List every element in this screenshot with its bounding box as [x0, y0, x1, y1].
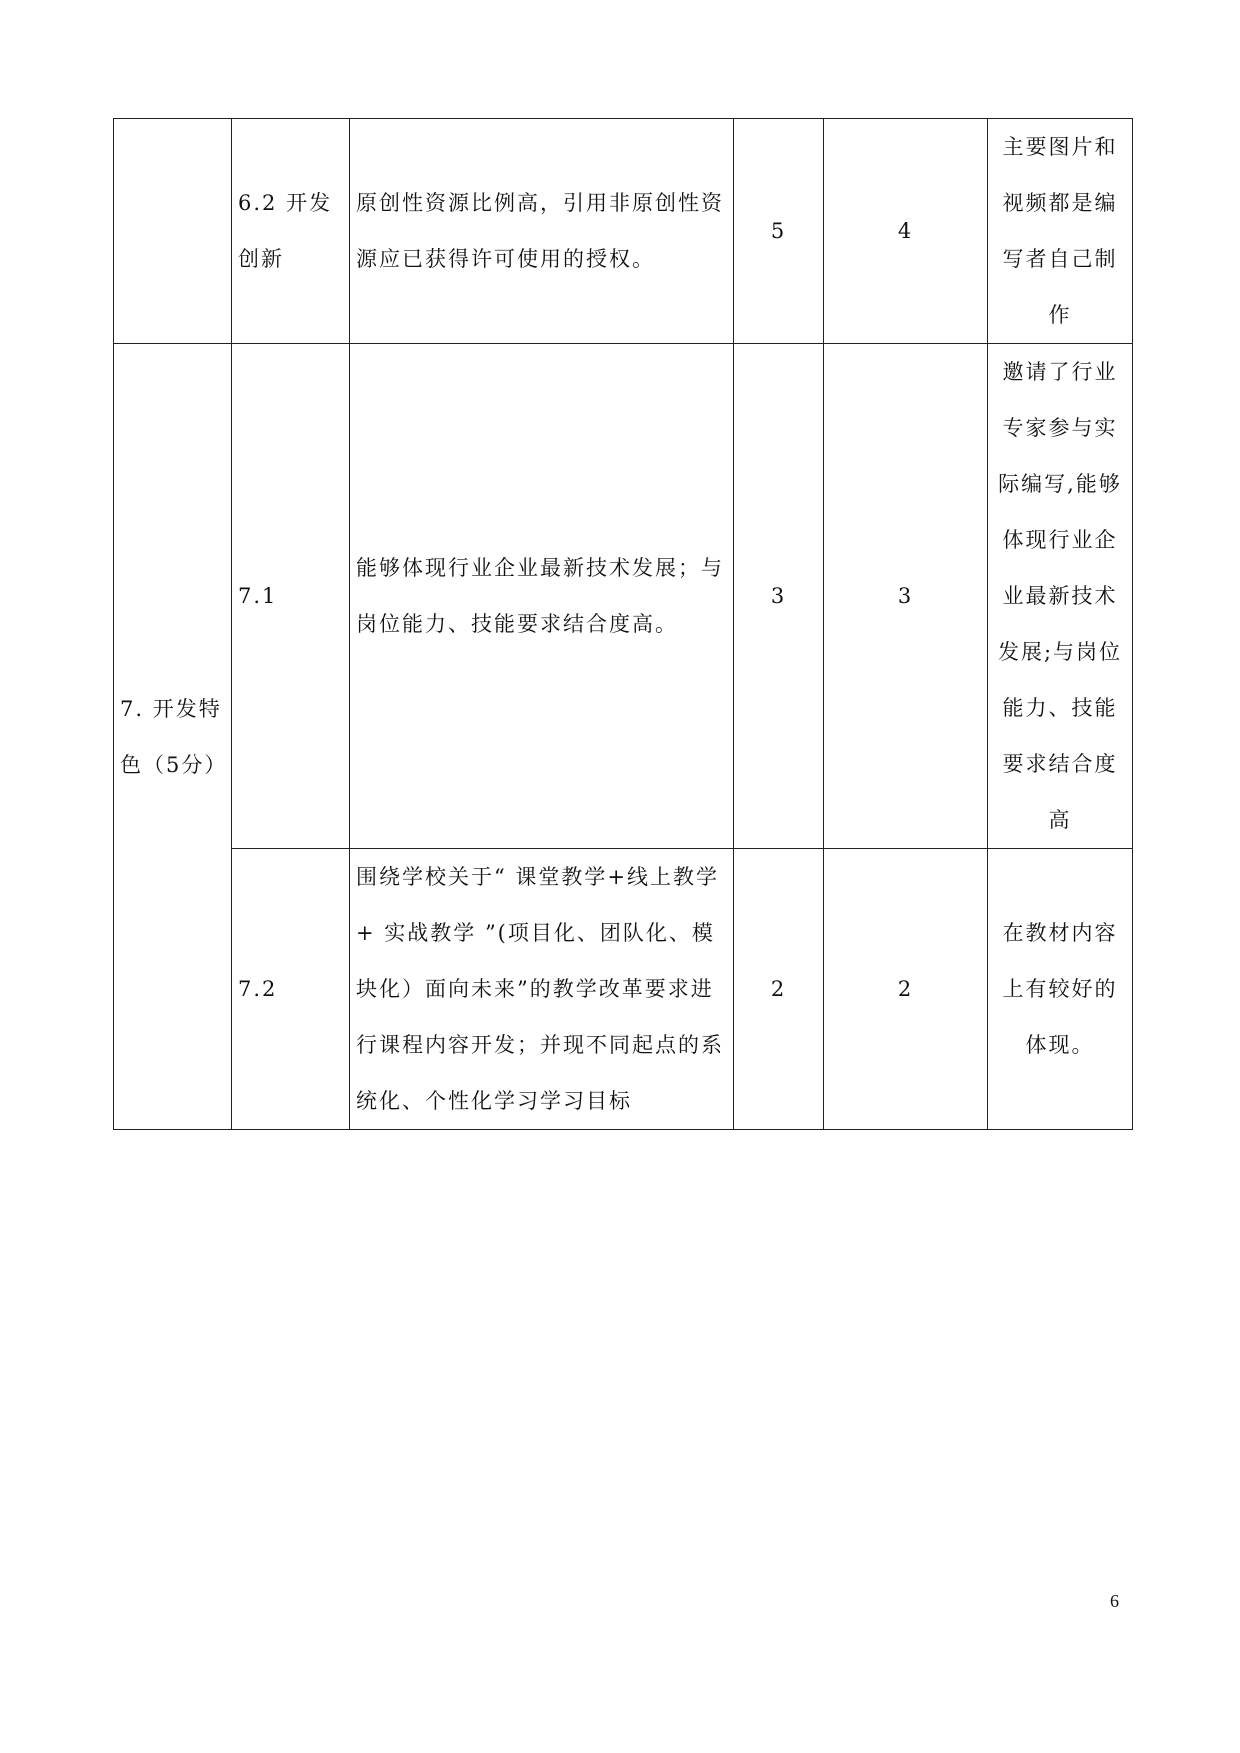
- full-score-cell: 5: [734, 119, 824, 344]
- table-row: [114, 344, 1133, 849]
- table-row: [114, 849, 1133, 1130]
- given-score-cell: 3: [824, 344, 988, 849]
- item-cell: 7.1: [232, 344, 350, 849]
- item-cell: 6.2 开发创新: [232, 119, 350, 344]
- given-score-cell: 4: [824, 119, 988, 344]
- given-score-cell: 2: [824, 849, 988, 1130]
- category-cell: 7. 开发特色（5分）: [114, 344, 232, 1130]
- criteria-cell: 围绕学校关于“ 课堂教学+线上教学+ 实战教学 ”(项目化、团队化、模块化）面向未来”的教学改革要求进行课程内容开发；并现不同起点的系统化、个性化学习学习目标: [350, 849, 734, 1130]
- table-row: [114, 119, 1133, 344]
- page-number: 6: [1110, 1591, 1119, 1611]
- note-cell: 主要图片和视频都是编写者自己制作: [988, 119, 1133, 344]
- note-cell: 在教材内容上有较好的体现。: [988, 849, 1133, 1130]
- full-score-cell: 3: [734, 344, 824, 849]
- criteria-cell: 原创性资源比例高，引用非原创性资源应已获得许可使用的授权。: [350, 119, 734, 344]
- item-cell: 7.2: [232, 849, 350, 1130]
- evaluation-table: [113, 118, 1133, 1130]
- full-score-cell: 2: [734, 849, 824, 1130]
- note-cell: 邀请了行业专家参与实际编写,能够体现行业企业最新技术发展;与岗位能力、技能要求结合度高: [988, 344, 1133, 849]
- category-cell-empty: [114, 119, 232, 344]
- criteria-cell: 能够体现行业企业最新技术发展；与岗位能力、技能要求结合度高。: [350, 344, 734, 849]
